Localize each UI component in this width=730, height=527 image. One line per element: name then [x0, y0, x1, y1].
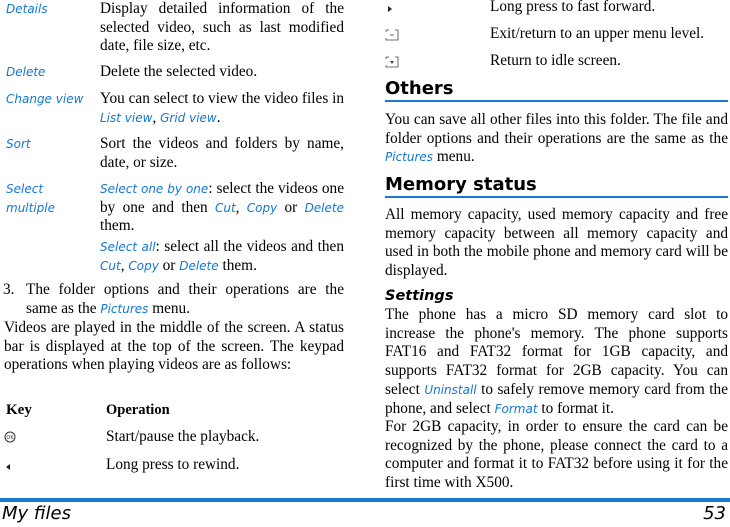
memory-paragraph: All memory capacity, used memory capacity and free memory capacity between all memory capacity and used in both the mobile phone and memory card will be displayed.: [385, 206, 728, 280]
table-header: Key Operation: [6, 402, 170, 418]
format-term: Format: [494, 401, 538, 416]
option-description: Delete the selected video.: [100, 63, 258, 80]
option-key: Details: [6, 2, 48, 16]
table-row: OK Start/pause the playback.: [6, 428, 260, 445]
svg-text:OK: OK: [6, 435, 14, 441]
option-description: You can select to view the video files in List view, Grid view.: [100, 90, 344, 126]
section-heading-memory-status: Memory status: [385, 176, 728, 198]
option-description: Display detailed information of the selected video, such as last modified date, file size, etc.: [100, 0, 344, 55]
option-key: Change view: [6, 92, 84, 106]
pictures-term: Pictures: [385, 150, 434, 165]
list-view-term: List view: [100, 110, 153, 125]
settings-paragraph-2: For 2GB capacity, in order to ensure the card can be recognized by the phone, please connect the card to a computer and format it to FAT32 before using it for the first time with X500.: [385, 418, 728, 492]
grid-view-term: Grid view: [160, 110, 217, 125]
footer-section-title: My files: [2, 503, 71, 524]
footer-rule: [0, 498, 730, 502]
pictures-term: Pictures: [100, 301, 149, 316]
subheading-settings: Settings: [385, 288, 454, 304]
table-row: Long press to fast forward.: [385, 0, 728, 18]
table-row: Return to idle screen.: [385, 52, 728, 72]
others-paragraph: You can save all other files into this folder. The file and folder options and their operations are the same as the Pictures menu.: [385, 111, 728, 166]
section-heading-others: Others: [385, 80, 728, 102]
settings-paragraph: The phone has a micro SD memory card slot to increase the phone's memory. The phone supports FAT16 and FAT32 format for 1GB capacity, and supports FAT32 format for 2GB capacity. You can select Uninstall to safely remove memory card from the phone, and select Format to format it.: [385, 306, 728, 417]
option-key: Select multiple: [6, 182, 56, 215]
option-description: Sort the videos and folders by name, date, or size.: [100, 135, 344, 171]
select-all-para: Select all: select all the videos and then Cut, Copy or Delete them.: [100, 238, 344, 274]
body-paragraph: Videos are played in the middle of the screen. A status bar is displayed at the top of the screen. The keypad operations when playing videos are as follows:: [4, 319, 344, 374]
uninstall-term: Uninstall: [424, 382, 477, 397]
select-one-by-one-para: Select one by one: select the videos one by one and then Cut, Copy or Delete them.: [100, 180, 344, 235]
numbered-item-3: 3. The folder options and their operations are the same as the Pictures menu.: [3, 281, 344, 317]
page-number: 53: [703, 503, 726, 524]
table-row: Long press to rewind.: [4, 456, 344, 476]
option-key: Delete: [6, 65, 46, 79]
option-description: [100, 180, 344, 276]
table-row: Exit/return to an upper menu level.: [385, 25, 728, 45]
option-key: Sort: [6, 137, 31, 151]
